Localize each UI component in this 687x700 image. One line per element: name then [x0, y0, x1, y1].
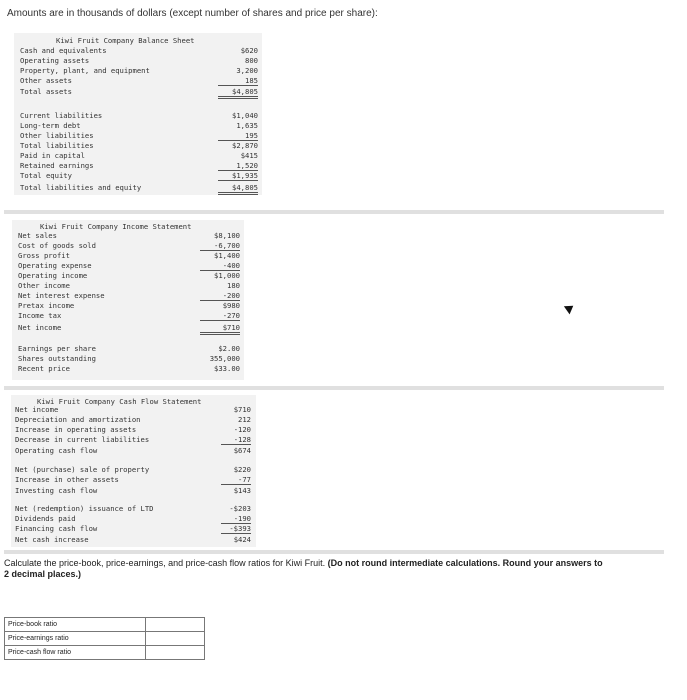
table-row: Other assets 185 — [20, 76, 258, 85]
table-row: Total assets $4,805 — [14, 87, 262, 97]
table-row: Total liabilities and equity $4,805 — [14, 183, 262, 193]
answer-table — [4, 617, 205, 660]
section-divider — [4, 550, 664, 554]
table-row: Operating cash flow $674 — [15, 446, 251, 455]
income-statement-title: Kiwi Fruit Company Income Statement — [40, 222, 192, 231]
table-row — [5, 618, 205, 632]
table-row: Gross profit $1,400 — [18, 251, 240, 260]
table-row: Increase in other assets -77 — [15, 475, 251, 484]
table-row: Long-term debt 1,635 — [20, 121, 258, 130]
table-row: Net (purchase) sale of property $220 — [15, 465, 251, 474]
table-row: Shares outstanding 355,000 — [18, 354, 240, 363]
table-row: Increase in operating assets -120 — [15, 425, 251, 434]
balance-sheet-panel — [14, 33, 262, 195]
answer-label: Price-book ratio — [5, 618, 146, 632]
table-row: Pretax income $980 — [18, 301, 240, 310]
cash-flow-title: Kiwi Fruit Company Cash Flow Statement — [37, 397, 202, 406]
answer-label: Price-earnings ratio — [5, 632, 146, 646]
instruction-bold: (Do not round intermediate calculations. Round your answers to 2 decimal places.) — [4, 558, 603, 579]
table-row: Cash and equivalents $620 — [20, 46, 258, 55]
section-divider — [4, 386, 664, 390]
table-row: Other income 180 — [18, 281, 240, 290]
table-row: Net cash increase $424 — [15, 535, 251, 544]
instruction-text: Calculate the price-book, price-earnings, and price-cash flow ratios for Kiwi Fruit. (Do not round intermediate calculations. Round your answers to 2 decimal places.) — [4, 558, 603, 579]
table-row: Paid in capital $415 — [20, 151, 258, 160]
table-row: Retained earnings 1,520 — [20, 161, 258, 170]
page-heading: Amounts are in thousands of dollars (except number of shares and price per share): — [7, 8, 378, 19]
cash-flow-panel — [11, 395, 256, 547]
table-row: Earnings per share $2.00 — [18, 344, 240, 353]
table-row: Operating expense -400 — [18, 261, 240, 270]
answer-label: Price-cash flow ratio — [5, 646, 146, 660]
table-row: Operating income $1,000 — [18, 271, 240, 280]
table-row: Cost of goods sold -6,700 — [18, 241, 240, 250]
table-row: Recent price $33.00 — [18, 364, 240, 373]
table-row: Net income $710 — [15, 405, 251, 414]
table-row: Other liabilities 195 — [20, 131, 258, 140]
income-statement-panel — [12, 220, 244, 380]
table-row: Income tax -270 — [18, 311, 240, 320]
table-row: Net income $710 — [12, 323, 244, 333]
table-row: Property, plant, and equipment 3,200 — [20, 66, 258, 75]
table-row: Investing cash flow $143 — [15, 486, 251, 495]
table-row: Financing cash flow -$393 — [15, 524, 251, 533]
table-row: Net (redemption) issuance of LTD -$203 — [15, 504, 251, 513]
table-row: Dividends paid -190 — [15, 514, 251, 523]
price-earnings-input[interactable] — [146, 633, 202, 644]
table-row — [5, 632, 205, 646]
table-row: Decrease in current liabilities -128 — [15, 435, 251, 444]
section-divider — [4, 210, 664, 214]
mouse-cursor-icon — [564, 302, 576, 315]
table-row — [5, 646, 205, 660]
table-row: Total liabilities $2,870 — [20, 141, 258, 150]
table-row: Current liabilities $1,040 — [20, 111, 258, 120]
table-row: Operating assets 800 — [20, 56, 258, 65]
price-book-input[interactable] — [146, 619, 202, 630]
balance-sheet-title: Kiwi Fruit Company Balance Sheet — [56, 36, 195, 45]
table-row: Net sales $8,100 — [18, 231, 240, 240]
table-row: Depreciation and amortization 212 — [15, 415, 251, 424]
price-cash-flow-input[interactable] — [146, 647, 202, 658]
table-row: Total equity $1,935 — [20, 171, 258, 180]
table-row: Net interest expense -200 — [18, 291, 240, 300]
